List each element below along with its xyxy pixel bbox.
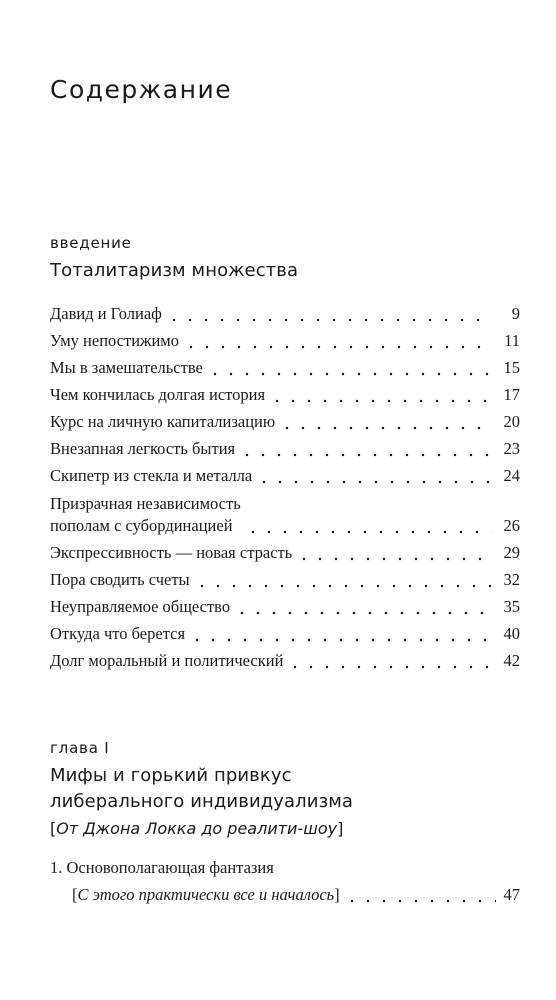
entry-label: Откуда что берется — [50, 623, 189, 645]
chapter-kicker: глава I — [50, 739, 110, 757]
entry-label-line1: Призрачная независимость — [50, 494, 241, 513]
dot-leader — [296, 542, 492, 564]
bracket-open: [ — [50, 819, 57, 838]
entry-page: 42 — [503, 651, 520, 670]
dot-leader — [239, 438, 492, 460]
dot-leader — [279, 411, 492, 433]
dot-leader — [183, 330, 492, 352]
entry-subline — [50, 882, 520, 906]
entry-page: 15 — [503, 358, 520, 377]
entry-page: 11 — [504, 331, 520, 350]
dot-leader — [256, 465, 492, 487]
entry-page: 47 — [503, 885, 520, 904]
entry-label: Уму непостижимо — [50, 330, 183, 352]
entry-label: 1. Основополагающая фантазия — [50, 858, 274, 877]
entry-label-line2: пополам с субординацией — [50, 516, 233, 535]
dot-leader — [207, 357, 492, 379]
entry-label — [50, 493, 245, 537]
entry-page: 35 — [503, 597, 520, 616]
intro-entry-list — [50, 298, 520, 672]
toc-entry[interactable] — [50, 352, 520, 379]
toc-entry[interactable] — [50, 645, 520, 672]
toc-entry[interactable] — [50, 564, 520, 591]
chapter-subtitle — [50, 818, 343, 840]
entry-sublabel-text: С этого практически все и началось — [77, 885, 335, 904]
entry-label: Неуправляемое общество — [50, 596, 234, 618]
bracket-open: [ — [72, 885, 78, 904]
entry-page: 20 — [503, 412, 520, 431]
bracket-close: ] — [334, 885, 340, 904]
toc-entry[interactable] — [50, 406, 520, 433]
toc-entry[interactable] — [50, 487, 520, 537]
entry-label: Экспрессивность — новая страсть — [50, 542, 296, 564]
entry-label: Внезапная легкость бытия — [50, 438, 239, 460]
dot-leader — [287, 650, 492, 672]
dot-leader — [245, 515, 492, 537]
entry-label: Давид и Голиаф — [50, 303, 166, 325]
toc-entry[interactable] — [50, 618, 520, 645]
entry-label: Чем кончилась долгая история — [50, 384, 269, 406]
dot-leader — [166, 303, 492, 325]
dot-leader — [344, 884, 496, 906]
dot-leader — [269, 384, 492, 406]
entry-page: 9 — [511, 304, 520, 323]
toc-entry[interactable] — [50, 537, 520, 564]
toc-entry[interactable] — [50, 433, 520, 460]
toc-entry[interactable] — [50, 591, 520, 618]
toc-entry[interactable] — [50, 325, 520, 352]
dot-leader — [189, 623, 492, 645]
entry-page: 17 — [503, 385, 520, 404]
entry-label: Пора сводить счеты — [50, 569, 194, 591]
intro-kicker: введение — [50, 234, 132, 252]
entry-label: Долг моральный и политический — [50, 650, 287, 672]
chapter-subtitle-text: От Джона Локка до реалити-шоу — [56, 819, 338, 838]
entry-label: Мы в замешательстве — [50, 357, 207, 379]
entry-label: Скипетр из стекла и металла — [50, 465, 256, 487]
entry-page: 24 — [503, 466, 520, 485]
toc-entry[interactable] — [50, 298, 520, 325]
toc-entry[interactable] — [50, 460, 520, 487]
dot-leader — [234, 596, 492, 618]
chapter-entry-list — [50, 856, 520, 906]
entry-label: Курс на личную капитализацию — [50, 411, 279, 433]
entry-page: 40 — [503, 624, 520, 643]
chapter-title-line2: либерального индивидуализма — [50, 791, 354, 812]
intro-title: Тоталитаризм множества — [50, 260, 299, 281]
entry-page: 26 — [503, 516, 520, 535]
chapter-title-line1: Мифы и горький привкус — [50, 765, 292, 786]
entry-page: 23 — [503, 439, 520, 458]
dot-leader — [194, 569, 492, 591]
page-title: Содержание — [50, 75, 233, 104]
entry-page: 32 — [503, 570, 520, 589]
toc-entry[interactable] — [50, 856, 520, 906]
toc-entry[interactable] — [50, 379, 520, 406]
bracket-close: ] — [337, 819, 344, 838]
entry-sublabel — [72, 884, 344, 906]
entry-page: 29 — [503, 543, 520, 562]
